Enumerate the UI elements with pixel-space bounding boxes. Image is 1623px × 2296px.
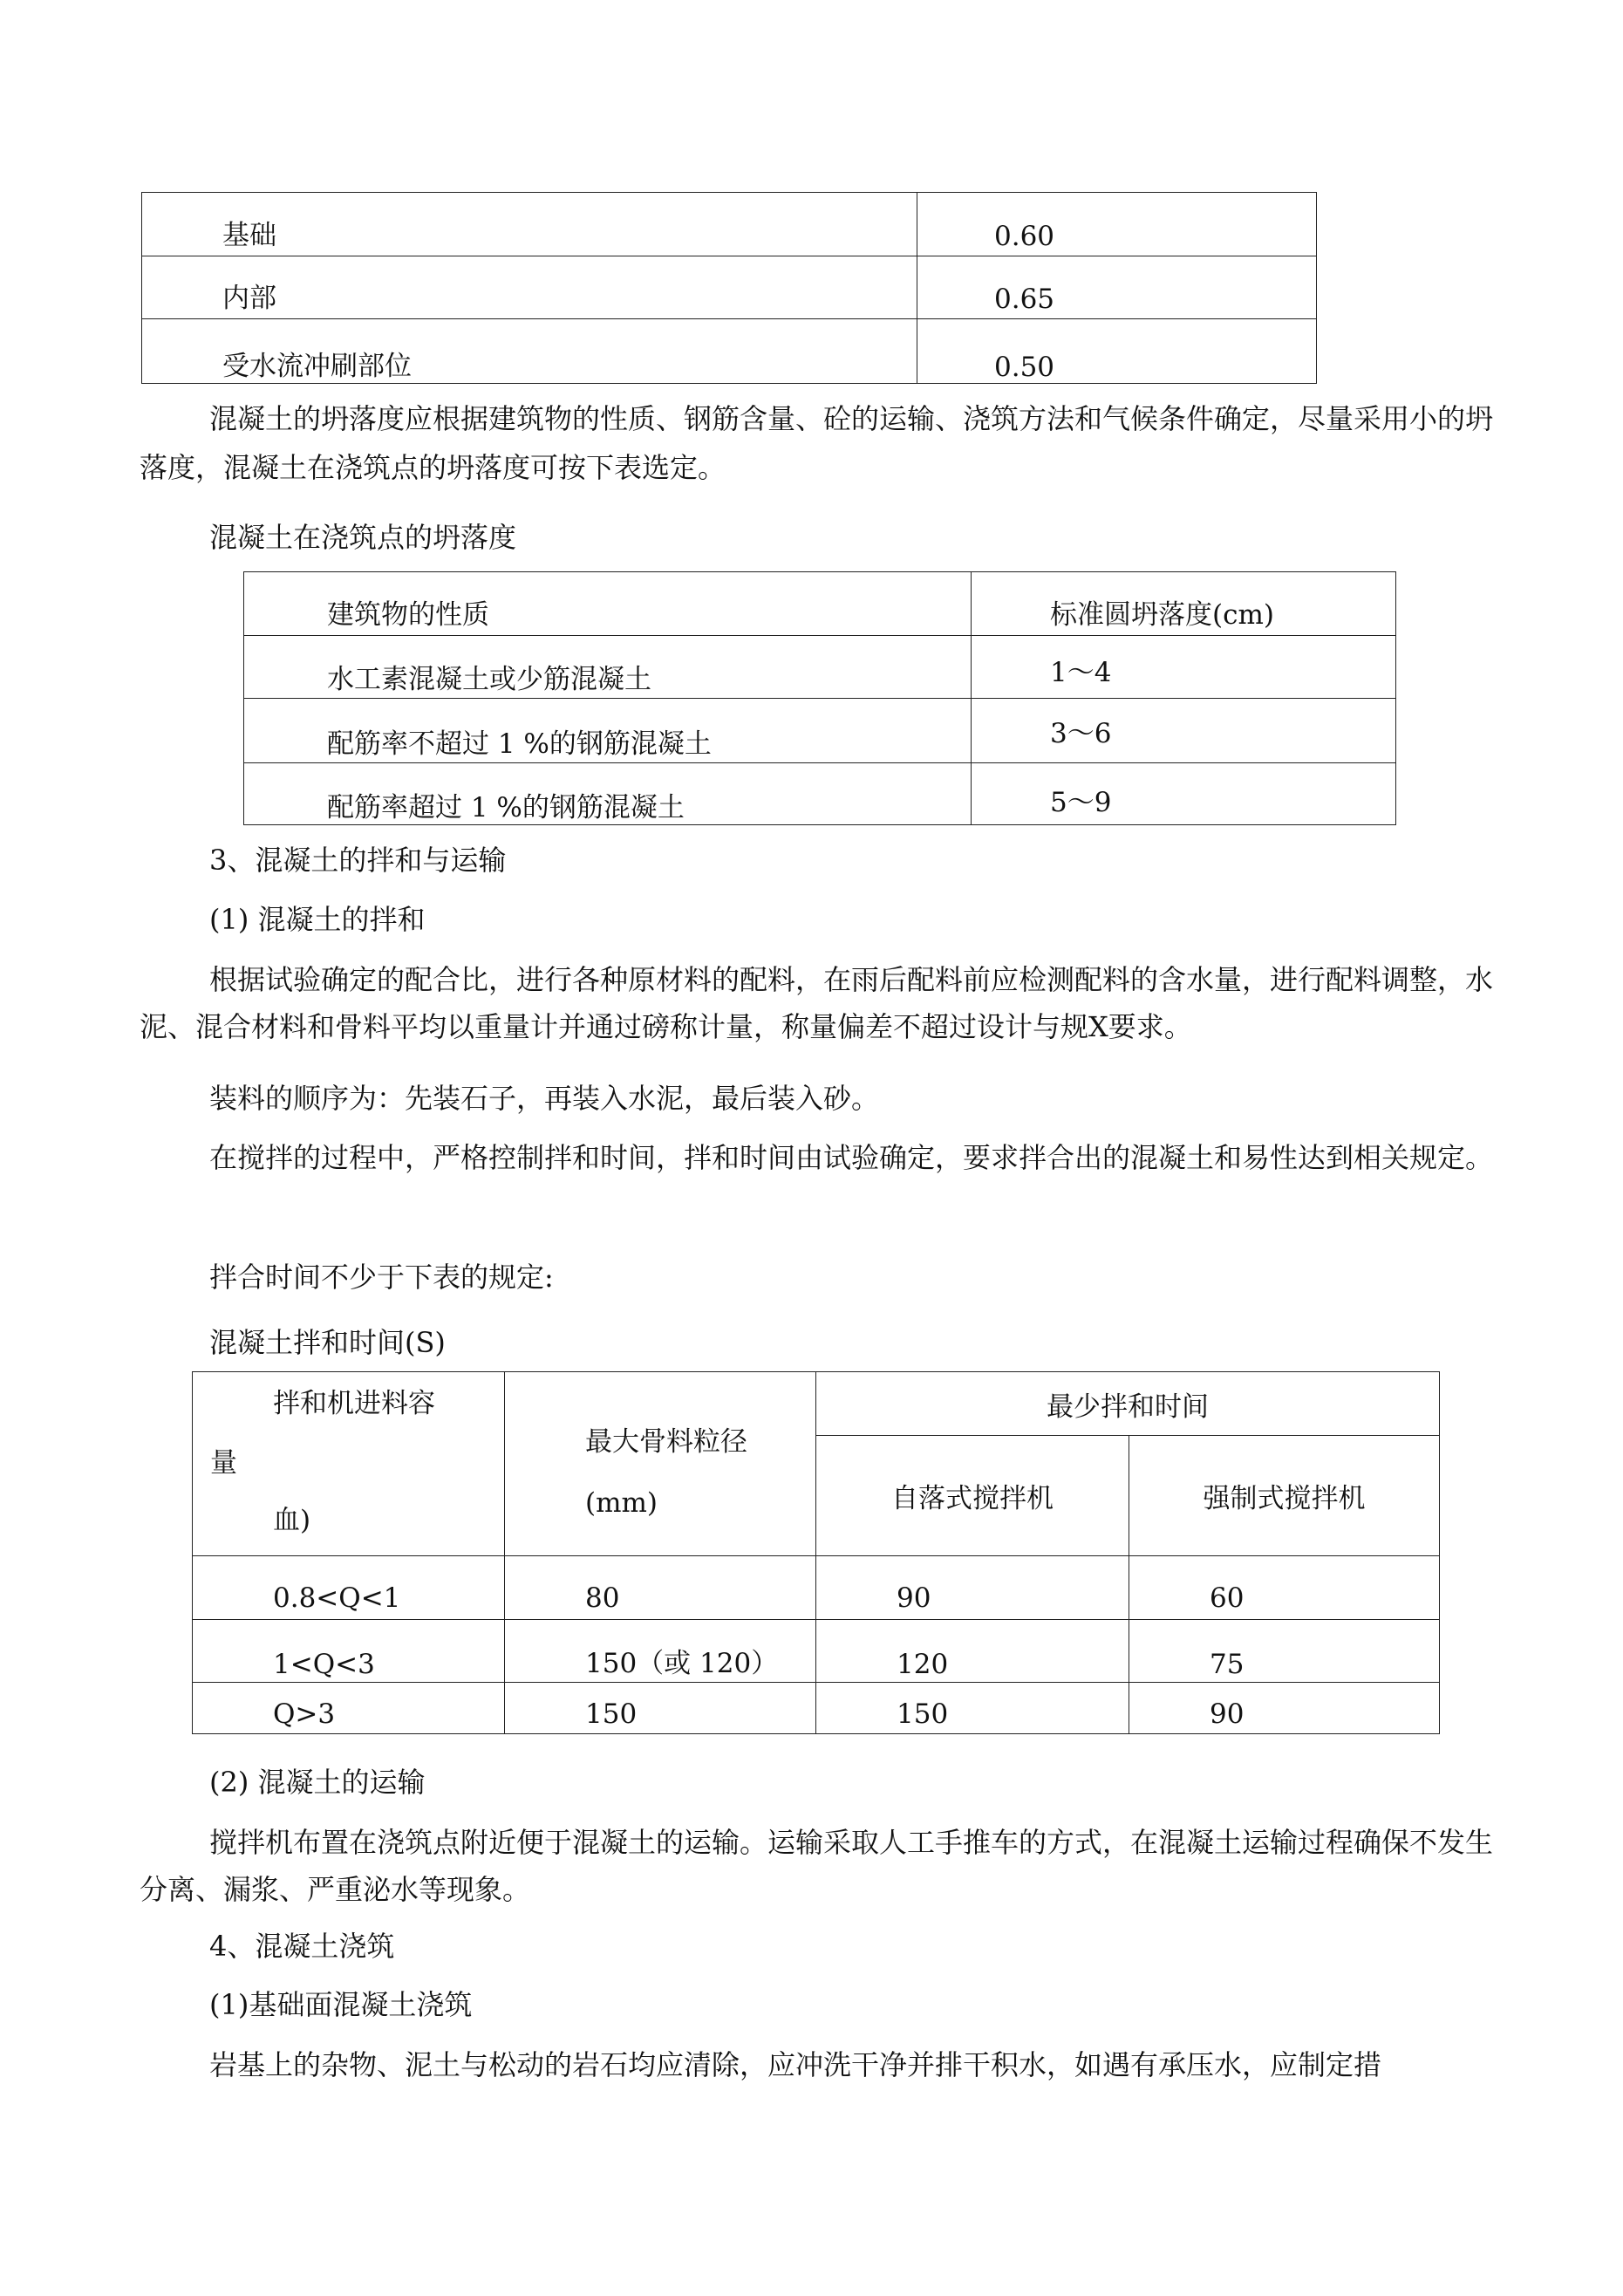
table-cell: 60 <box>1210 1582 1245 1614</box>
table-cell: 0.65 <box>994 284 1055 315</box>
header-forced-mixer: 强制式搅拌机 <box>1203 1483 1366 1514</box>
table-cell: 配筋率不超过 1 %的钢筋混凝土 <box>327 728 712 760</box>
paragraph-process: 在搅拌的过程中，严格控制拌和时间，拌和时间由试验确定，要求拌合出的混凝土和易性达到相关规定。 <box>209 1141 1494 1174</box>
header-min-time: 最少拌和时间 <box>1047 1391 1209 1423</box>
table-cell: 3〜6 <box>1050 718 1112 749</box>
table-cell: 1〜4 <box>1050 657 1112 688</box>
header-capacity-line3: 血) <box>273 1505 311 1536</box>
paragraph-time: 拌合时间不少于下表的规定: <box>209 1261 554 1294</box>
table-cell: 90 <box>1210 1698 1245 1730</box>
mix-table-caption: 混凝土拌和时间(S) <box>209 1326 446 1359</box>
table-row <box>244 636 1396 699</box>
table-row <box>142 193 1317 256</box>
table-row <box>193 1372 1440 1436</box>
table-cell: 0.8<Q<1 <box>273 1582 401 1614</box>
table-row <box>142 319 1317 384</box>
header-capacity-line1: 拌和机进料容 <box>273 1388 435 1419</box>
table-cell: 75 <box>1210 1649 1245 1680</box>
wc-ratio-table <box>141 192 1317 384</box>
table-cell: 150 <box>585 1698 638 1730</box>
table-row <box>193 1683 1440 1734</box>
slump-table-caption: 混凝土在浇筑点的坍落度 <box>209 521 517 554</box>
mixing-time-table <box>192 1371 1440 1734</box>
section-3-title: 3、混凝土的拌和与运输 <box>209 844 507 877</box>
table-cell: 150（或 120） <box>585 1648 779 1679</box>
table-header-cell: 建筑物的性质 <box>327 599 489 631</box>
paragraph-order: 装料的顺序为：先装石子，再装入水泥，最后装入砂。 <box>209 1082 880 1115</box>
table-header-cell: 标准圆坍落度(cm) <box>1050 599 1274 631</box>
table-cell: 水工素混凝土或少筋混凝土 <box>327 664 651 695</box>
header-capacity-line2: 量 <box>210 1447 237 1479</box>
table-cell: 0.60 <box>994 221 1055 252</box>
slump-table <box>243 571 1396 825</box>
table-row <box>142 256 1317 319</box>
table-cell: 80 <box>585 1582 620 1614</box>
paragraph-transport: 搅拌机布置在浇筑点附近便于混凝土的运输。运输采取人工手推车的方式，在混凝土运输过程确保不发生分离、漏浆、严重泌水等现象。 <box>140 1826 1494 1906</box>
table-cell: 1<Q<3 <box>273 1649 375 1680</box>
paragraph-mix: 根据试验确定的配合比，进行各种原材料的配料，在雨后配料前应检测配料的含水量，进行配料调整，水泥、混合材料和骨料平均以重量计并通过磅称计量，称量偏差不超过设计与规X要求。 <box>140 963 1494 1043</box>
table-row <box>193 1556 1440 1620</box>
table-row <box>244 763 1396 825</box>
header-free-fall-mixer: 自落式搅拌机 <box>891 1483 1054 1514</box>
table-cell: 基础 <box>222 220 276 251</box>
table-row <box>193 1620 1440 1683</box>
table-cell: 0.50 <box>994 352 1055 383</box>
table-cell: 受水流冲刷部位 <box>222 351 412 382</box>
table-row <box>244 572 1396 636</box>
section-4-title: 4、混凝土浇筑 <box>209 1930 395 1963</box>
table-cell: 内部 <box>222 283 276 314</box>
subsection-2-title: (2) 混凝土的运输 <box>209 1766 426 1799</box>
paragraph-base: 岩基上的杂物、泥土与松动的岩石均应清除，应冲洗干净并排干积水，如遇有承压水，应制定措 <box>209 2048 1382 2081</box>
table-cell: 120 <box>897 1649 949 1680</box>
table-cell: 配筋率超过 1 %的钢筋混凝土 <box>327 792 685 823</box>
table-cell: Q>3 <box>273 1698 336 1730</box>
subsection-4-1-title: (1)基础面混凝土浇筑 <box>209 1988 473 2021</box>
header-aggregate-line2: (mm) <box>585 1487 658 1519</box>
paragraph-slump: 混凝土的坍落度应根据建筑物的性质、钢筋含量、砼的运输、浇筑方法和气候条件确定，尽量采用小的坍落度，混凝土在浇筑点的坍落度可按下表选定。 <box>140 402 1494 484</box>
table-cell: 5〜9 <box>1050 787 1112 818</box>
table-cell: 150 <box>897 1698 949 1730</box>
table-row <box>244 699 1396 763</box>
header-aggregate-line1: 最大骨料粒径 <box>585 1426 747 1458</box>
subsection-1-title: (1) 混凝土的拌和 <box>209 903 426 936</box>
table-cell: 90 <box>897 1582 931 1614</box>
